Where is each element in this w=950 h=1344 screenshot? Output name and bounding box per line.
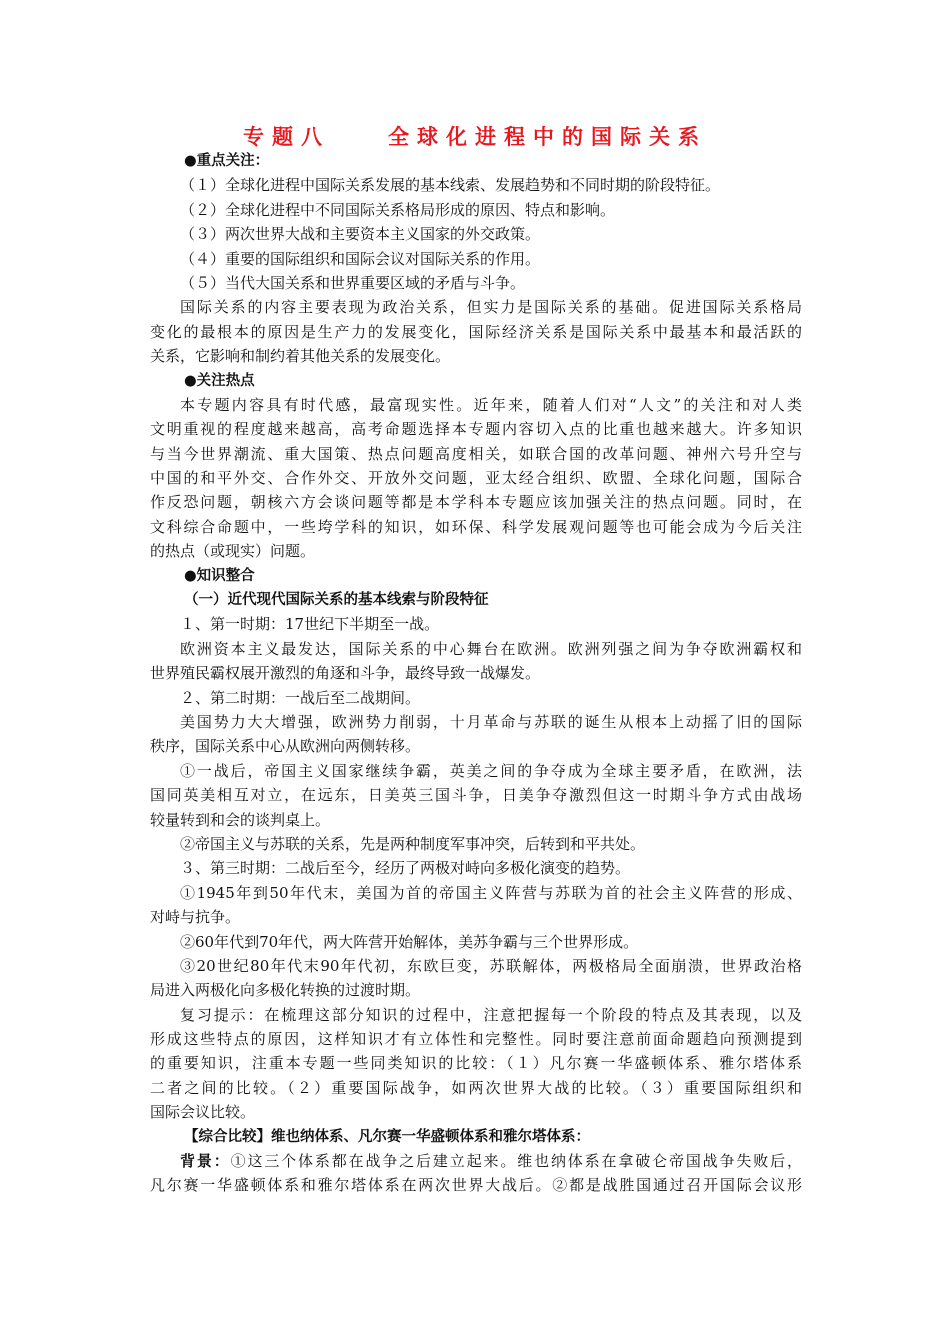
text-line: 本专题内容具有时代感，最富现实性。近年来，随着人们对“人文”的关注和对人类 [180, 395, 802, 414]
section-heading: ●重点关注： [184, 153, 270, 169]
text-line: ②60年代到70年代，两大阵营开始解体，美苏争霸与三个世界形成。 [180, 932, 639, 951]
text-line: 与当今世界潮流、重大国策、热点问题高度相关，如联合国的改革问题、神州六号升空与 [150, 444, 802, 463]
text-line: 秩序，国际关系中心从欧洲向两侧转移。 [150, 737, 421, 756]
text-line: 对峙与抗争。 [150, 908, 241, 927]
text-line: 国际会议比较。 [150, 1103, 256, 1122]
text-line: ②帝国主义与苏联的关系，先是两种制度军事冲突，后转到和平共处。 [180, 834, 646, 853]
text-line: 文科综合命题中，一些垮学科的知识，如环保、科学发展观问题等也可能会成为今后关注 [150, 517, 802, 536]
text-line: 的热点（或现实）问题。 [150, 542, 316, 561]
text-line: 欧洲资本主义最发达，国际关系的中心舞台在欧洲。欧洲列强之间为争夺欧洲霸权和 [180, 639, 802, 658]
text-line: 二者之间的比较。（２）重要国际战争，如两次世界大战的比较。（３）重要国际组织和 [150, 1078, 802, 1097]
section-heading: ●关注热点 [184, 372, 255, 389]
text-line: （４）重要的国际组织和国际会议对国际关系的作用。 [180, 249, 541, 268]
text-line: 的重要知识，注重本专题一些同类知识的比较：（１）凡尔赛一华盛顿体系、雅尔塔体系 [150, 1054, 802, 1073]
text-line: 中国的和平外交、合作外交、开放外交问题，亚太经合组织、欧盟、全球化问题，国际合 [150, 469, 802, 488]
text-line: （１）全球化进程中国际关系发展的基本线索、发展趋势和不同时期的阶段特征。 [180, 176, 721, 195]
document-body [150, 149, 802, 1198]
text-line: （５）当代大国关系和世界重要区域的矛盾与斗争。 [180, 273, 526, 292]
text-line: ①一战后，帝国主义国家继续争霸，英美之间的争夺成为全球主要矛盾，在欧洲，法 [180, 761, 802, 780]
text-line: ２、第二时期：一战后至二战期间。 [180, 688, 421, 707]
page-title: 专题八 全球化进程中的国际关系 [243, 125, 707, 149]
background-label: 背景： [180, 1152, 231, 1171]
text-line: １、第一时期：17世纪下半期至一战。 [180, 615, 440, 634]
text-line: 作反恐问题，朝核六方会谈问题等都是本学科本专题应该加强关注的热点问题。同时，在 [150, 493, 802, 512]
text-line: 局进入两极化向多极化转换的过渡时期。 [150, 981, 421, 1000]
text-line: 国同英美相互对立，在远东，日美英三国斗争，日美争夺激烈但这一时期斗争方式由战场 [150, 786, 802, 805]
text-line: 文明重视的程度越来越高，高考命题选择本专题内容切入点的比重也越来越大。许多知识 [150, 420, 802, 439]
text-line: ③20世纪80年代末90年代初，东欧巨变，苏联解体，两极格局全面崩溃，世界政治格 [180, 956, 802, 975]
text-line: 国际关系的内容主要表现为政治关系，但实力是国际关系的基础。促进国际关系格局 [180, 298, 802, 317]
text-line: （２）全球化进程中不同国际关系格局形成的原因、特点和影响。 [180, 200, 616, 219]
text-line: 凡尔赛一华盛顿体系和雅尔塔体系在两次世界大战后。②都是战胜国通过召开国际会议形 [150, 1176, 802, 1195]
section-heading: ●知识整合 [184, 567, 255, 584]
section-heading: （一）近代现代国际关系的基本线索与阶段特征 [184, 592, 489, 609]
text-line: 关系，它影响和制约着其他关系的发展变化。 [150, 347, 451, 366]
text-line: 形成这些特点的原因，这样知识才有立体性和完整性。同时要注意前面命题趋向预测提到 [150, 1030, 802, 1049]
text-line: ３、第三时期：二战后至今，经历了两极对峙向多极化演变的趋势。 [180, 859, 631, 878]
text-line: 美国势力大大增强，欧洲势力削弱，十月革命与苏联的诞生从根本上动摇了旧的国际 [180, 712, 802, 731]
text-line: （３）两次世界大战和主要资本主义国家的外交政策。 [180, 225, 541, 244]
text-line: 世界殖民霸权展开激烈的角逐和斗争，最终导致一战爆发。 [150, 664, 541, 683]
text-line: 复习提示：在梳理这部分知识的过程中，注意把握每一个阶段的特点及其表现，以及 [180, 1005, 802, 1024]
background-text: ①这三个体系都在战争之后建立起来。维也纳体系在拿破仑帝国战争失败后， [230, 1152, 802, 1171]
text-line: 较量转到和会的谈判桌上。 [150, 810, 331, 829]
text-line: ①1945年到50年代末，美国为首的帝国主义阵营与苏联为首的社会主义阵营的形成、 [180, 883, 802, 902]
text-line: 变化的最根本的原因是生产力的发展变化，国际经济关系是国际关系中最基本和最活跃的 [150, 322, 802, 341]
section-heading: 【综合比较】维也纳体系、凡尔赛一华盛顿体系和雅尔塔体系： [184, 1128, 590, 1145]
background-line [150, 1149, 802, 1173]
